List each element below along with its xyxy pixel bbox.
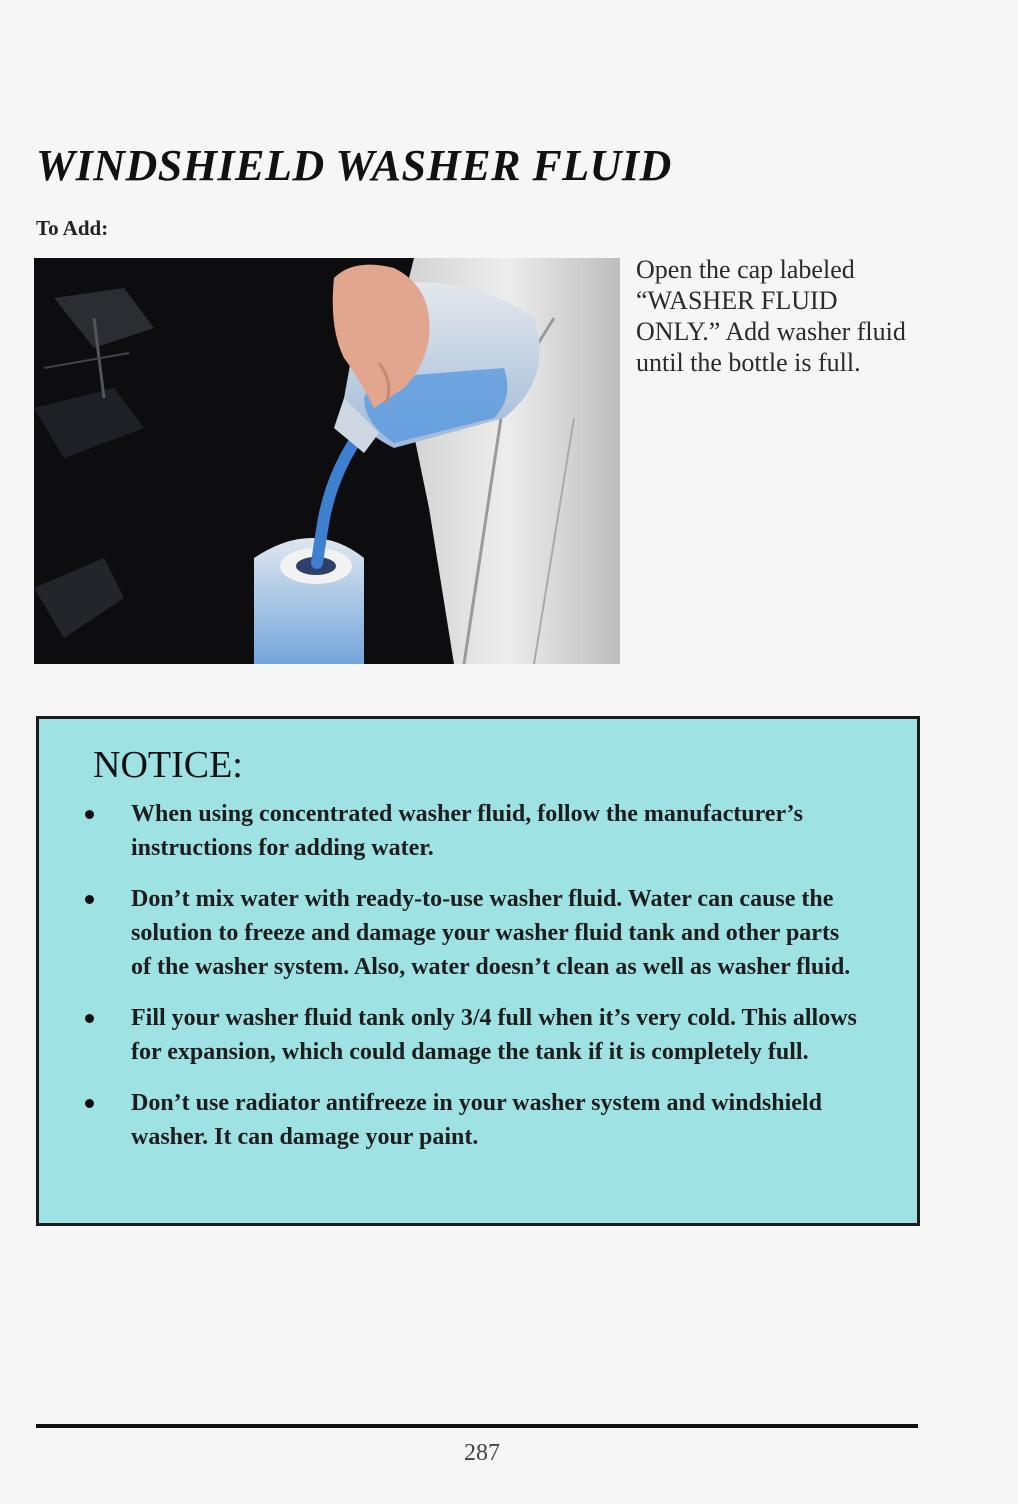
notice-item [39, 797, 917, 865]
page-title: WINDSHIELD WASHER FLUID [36, 141, 672, 190]
bullet-icon [85, 810, 94, 819]
bullet-icon [85, 1099, 94, 1108]
notice-item-text: When using concentrated washer fluid, follow the manufacturer’s instructions for adding water. [131, 801, 803, 861]
notice-item [39, 882, 917, 984]
notice-item-text: Don’t use radiator antifreeze in your washer system and windshield washer. It can damage your paint. [131, 1090, 822, 1150]
footer-rule [36, 1424, 918, 1428]
notice-item-text: Fill your washer fluid tank only 3/4 full when it’s very cold. This allows for expansion, which could damage the tank if it is completely full. [131, 1005, 857, 1065]
section-subtitle: To Add: [36, 216, 109, 240]
washer-fluid-photo [34, 258, 620, 664]
instruction-text: Open the cap labeled “WASHER FLUID ONLY.” Add washer fluid until the bottle is full. [636, 255, 906, 377]
notice-item-text: Don’t mix water with ready-to-use washer fluid. Water can cause the solution to freeze and damage your washer fluid tank and other parts of the washer system. Also, water doesn’t clean as well as washer fluid. [131, 886, 851, 980]
notice-heading: NOTICE: [93, 744, 243, 786]
notice-item [39, 1001, 917, 1069]
page-number: 287 [464, 1440, 500, 1466]
notice-list [39, 797, 917, 1171]
notice-box [36, 716, 920, 1226]
bullet-icon [85, 1014, 94, 1023]
notice-item [39, 1086, 917, 1154]
bullet-icon [85, 895, 94, 904]
pouring-illustration [34, 258, 620, 664]
